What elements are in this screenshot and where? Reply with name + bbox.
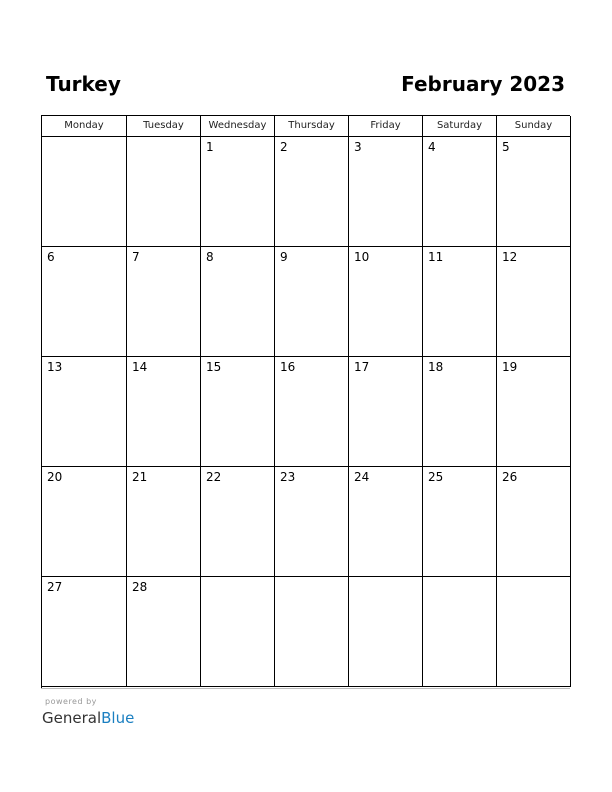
weekday-header-saturday: Saturday xyxy=(423,116,497,137)
day-cell xyxy=(275,467,349,577)
day-cell xyxy=(349,357,423,467)
day-number: 3 xyxy=(354,140,362,154)
day-cell xyxy=(349,137,423,247)
day-cell xyxy=(423,357,497,467)
weekday-header-wednesday: Wednesday xyxy=(201,116,275,137)
day-number: 24 xyxy=(354,470,370,484)
day-cell xyxy=(201,247,275,357)
day-cell xyxy=(201,577,275,687)
day-cell xyxy=(201,137,275,247)
day-number: 19 xyxy=(502,360,518,374)
day-cell xyxy=(201,357,275,467)
powered-by-text: powered by xyxy=(45,697,97,706)
day-number: 22 xyxy=(206,470,222,484)
day-number: 14 xyxy=(132,360,148,374)
day-number: 26 xyxy=(502,470,518,484)
day-cell xyxy=(275,137,349,247)
day-cell xyxy=(497,357,571,467)
brand-name-general: General xyxy=(42,709,102,727)
day-cell xyxy=(349,577,423,687)
day-number: 5 xyxy=(502,140,510,154)
brand-logo[interactable] xyxy=(42,709,134,727)
day-cell xyxy=(349,467,423,577)
day-number: 2 xyxy=(280,140,288,154)
day-number: 23 xyxy=(280,470,296,484)
day-number: 21 xyxy=(132,470,148,484)
day-number: 27 xyxy=(47,580,63,594)
day-cell xyxy=(42,467,127,577)
day-cell xyxy=(42,247,127,357)
weekday-header-monday: Monday xyxy=(42,116,127,137)
day-cell xyxy=(127,577,201,687)
weekday-header-thursday: Thursday xyxy=(275,116,349,137)
day-number: 9 xyxy=(280,250,288,264)
day-number: 16 xyxy=(280,360,296,374)
day-cell xyxy=(275,577,349,687)
day-number: 25 xyxy=(428,470,444,484)
day-number: 15 xyxy=(206,360,222,374)
day-cell xyxy=(423,247,497,357)
day-number: 12 xyxy=(502,250,518,264)
day-cell xyxy=(201,467,275,577)
day-cell xyxy=(349,247,423,357)
day-cell xyxy=(127,137,201,247)
day-cell xyxy=(42,357,127,467)
day-cell xyxy=(497,137,571,247)
day-number: 6 xyxy=(47,250,55,264)
day-cell xyxy=(497,247,571,357)
day-number: 20 xyxy=(47,470,63,484)
page-title: Turkey xyxy=(46,72,121,96)
weekday-header-sunday: Sunday xyxy=(497,116,571,137)
day-cell xyxy=(275,357,349,467)
brand-name-blue: Blue xyxy=(101,709,135,727)
day-cell xyxy=(42,577,127,687)
calendar-grid xyxy=(41,115,570,688)
day-number: 4 xyxy=(428,140,436,154)
day-cell xyxy=(42,137,127,247)
weekday-header-friday: Friday xyxy=(349,116,423,137)
day-number: 18 xyxy=(428,360,444,374)
day-cell xyxy=(127,247,201,357)
weekday-header-tuesday: Tuesday xyxy=(127,116,201,137)
day-number: 8 xyxy=(206,250,214,264)
day-cell xyxy=(275,247,349,357)
day-number: 10 xyxy=(354,250,370,264)
day-cell xyxy=(497,467,571,577)
day-cell xyxy=(497,577,571,687)
day-cell xyxy=(423,577,497,687)
day-cell xyxy=(127,467,201,577)
day-cell xyxy=(423,467,497,577)
day-cell xyxy=(127,357,201,467)
day-number: 7 xyxy=(132,250,140,264)
day-number: 1 xyxy=(206,140,214,154)
footer-divider xyxy=(41,688,570,689)
day-number: 13 xyxy=(47,360,63,374)
day-number: 17 xyxy=(354,360,370,374)
month-title: February 2023 xyxy=(401,72,565,96)
day-cell xyxy=(423,137,497,247)
day-number: 11 xyxy=(428,250,444,264)
day-number: 28 xyxy=(132,580,148,594)
